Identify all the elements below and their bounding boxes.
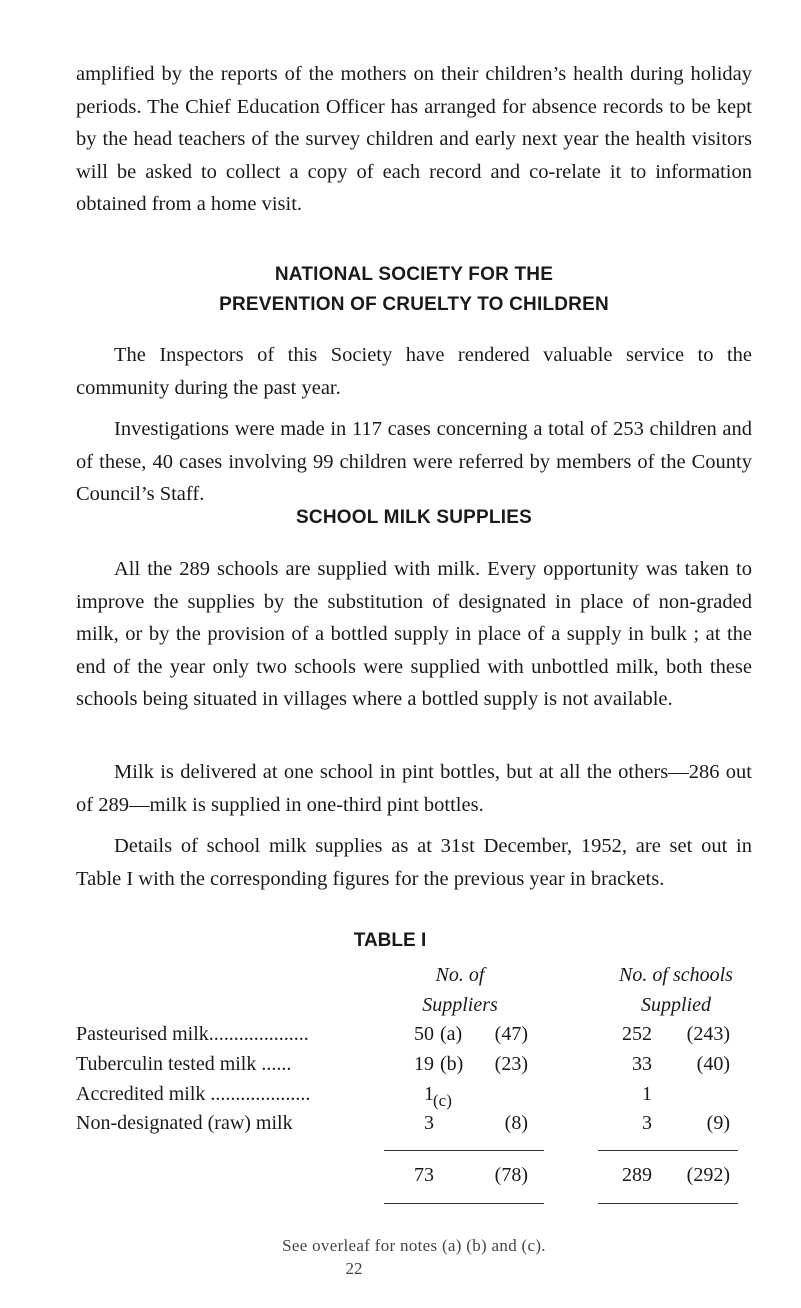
cell-schools-pasteurised: 252 bbox=[622, 1023, 652, 1045]
heading-nspcc-line2: PREVENTION OF CRUELTY TO CHILDREN bbox=[219, 294, 609, 315]
cell-total-prev-schools: (292) bbox=[686, 1164, 730, 1186]
cell-prev-suppliers-non-designated: (8) bbox=[504, 1112, 528, 1134]
rule-schools-top bbox=[598, 1150, 738, 1151]
col-suppliers-head-1: No. of bbox=[435, 964, 485, 986]
row-label-tuberculin: Tuberculin tested milk ...... bbox=[76, 1053, 292, 1075]
cell-prev-suppliers-tuberculin: (23) bbox=[494, 1053, 528, 1075]
page-number: 22 bbox=[345, 1259, 363, 1278]
cell-note-tuberculin: (b) bbox=[440, 1053, 464, 1075]
cell-schools-accredited: 1 bbox=[642, 1083, 652, 1105]
row-label-non-designated: Non-designated (raw) milk bbox=[76, 1112, 293, 1134]
cell-note-pasteurised: (a) bbox=[440, 1023, 463, 1045]
paragraph-details: Details of school milk supplies as at 31st December, 1952, are set out in Table I with the corresponding figures for the previous year in brackets. bbox=[76, 835, 752, 890]
cell-prev-suppliers-pasteurised: (47) bbox=[494, 1023, 528, 1045]
paragraph-holiday-absence: amplified by the reports of the mothers on their children’s health during holiday periods. The Chief Education Officer has arranged for absence records to be kept by the head teachers of the survey children and early next year the health visitors will be asked to collect a copy of each record and co-relate it to information obtained from a home visit. bbox=[76, 63, 752, 215]
rule-suppliers-top bbox=[384, 1150, 544, 1151]
cell-prev-schools-non-designated: (9) bbox=[706, 1112, 730, 1134]
cell-total-prev-suppliers: (78) bbox=[494, 1164, 528, 1186]
paragraph-milk-supply: All the 289 schools are supplied with milk. Every opportunity was taken to improve the supplies by the substitution of designated in place of non-graded milk, or by the provision of a bottled supply in place of a supply in bulk ; at the end of the year only two schools were supplied with unbottled milk, both these schools being situated in villages where a bottled supply is not available. bbox=[76, 558, 752, 710]
paragraph-inspectors: The Inspectors of this Society have rendered valuable service to the community during the past year. bbox=[76, 344, 752, 399]
rule-schools-bottom bbox=[598, 1203, 738, 1204]
paragraph-pint-bottles: Milk is delivered at one school in pint bottles, but at all the others—286 out of 289—milk is supplied in one-third pint bottles. bbox=[76, 761, 752, 816]
cell-suppliers-non-designated: 3 bbox=[424, 1112, 434, 1134]
cell-suppliers-accredited: 1 bbox=[424, 1083, 434, 1105]
cell-total-schools: 289 bbox=[622, 1164, 652, 1186]
footnote: See overleaf for notes (a) (b) and (c). bbox=[282, 1236, 546, 1255]
cell-schools-non-designated: 3 bbox=[642, 1112, 652, 1134]
cell-suppliers-tuberculin: 19 bbox=[414, 1053, 434, 1075]
paragraph-investigations: Investigations were made in 117 cases concerning a total of 253 children and of these, 40 cases involving 99 children were referred by members of the County Council’s Staff. bbox=[76, 418, 752, 505]
cell-prev-schools-tuberculin: (40) bbox=[696, 1053, 730, 1075]
row-label-accredited: Accredited milk .................... bbox=[76, 1083, 311, 1105]
rule-suppliers-bottom bbox=[384, 1203, 544, 1204]
row-label-pasteurised: Pasteurised milk.................... bbox=[76, 1023, 309, 1045]
cell-prev-schools-pasteurised: (243) bbox=[686, 1023, 730, 1045]
col-schools-head-2: Supplied bbox=[641, 994, 711, 1016]
col-schools-head-1: No. of schools bbox=[619, 964, 733, 986]
bracket-note-c: (c) bbox=[433, 1091, 452, 1110]
cell-total-suppliers: 73 bbox=[414, 1164, 434, 1186]
heading-school-milk: SCHOOL MILK SUPPLIES bbox=[296, 507, 532, 528]
heading-nspcc-line1: NATIONAL SOCIETY FOR THE bbox=[274, 264, 554, 285]
cell-schools-tuberculin: 33 bbox=[632, 1053, 652, 1075]
col-suppliers-head-2: Suppliers bbox=[422, 994, 498, 1016]
table-title: TABLE I bbox=[353, 930, 427, 951]
cell-suppliers-pasteurised: 50 bbox=[414, 1023, 434, 1045]
